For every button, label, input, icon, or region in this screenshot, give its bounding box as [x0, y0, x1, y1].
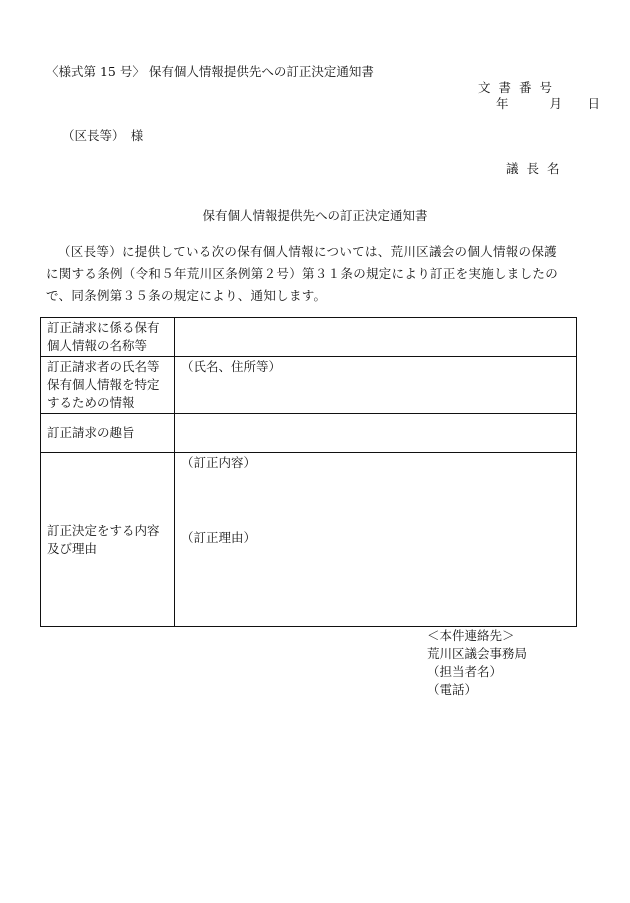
date-year: 年: [496, 96, 509, 111]
table-row: [41, 357, 577, 414]
row-value-request-purpose: [175, 414, 577, 453]
table-row: [41, 318, 577, 357]
row-label-request-purpose: 訂正請求の趣旨: [41, 414, 175, 453]
contact-phone: （電話）: [427, 682, 478, 697]
contact-office: 荒川区議会事務局: [427, 646, 528, 661]
contact-heading: ＜本件連絡先＞: [427, 628, 515, 643]
body-line: に関する条例（令和５年荒川区条例第２号）第３１条の規定により訂正を実施しましたの: [46, 266, 559, 281]
correction-content-label: （訂正内容）: [181, 455, 257, 470]
document-title: 保有個人情報提供先への訂正決定通知書: [202, 208, 428, 223]
row-label-requester: [41, 357, 175, 414]
date-line: [496, 98, 600, 111]
row-value-decision: [175, 453, 577, 627]
contact-block: [427, 627, 527, 699]
correction-info-table: [40, 317, 577, 627]
row-value-requester: （氏名、住所等）: [175, 357, 577, 414]
document-number: 文書番号: [478, 80, 561, 95]
row-value-target-info: [175, 318, 577, 357]
table-row: [41, 453, 577, 627]
body-text: [46, 241, 586, 307]
label-line: 訂正請求に係る保有: [47, 320, 160, 335]
body-line: （区長等）に提供している次の保有個人情報については、荒川区議会の個人情報の保護: [58, 244, 557, 259]
form-number-label: 〈様式第 15 号〉 保有個人情報提供先への訂正決定通知書: [46, 64, 374, 79]
label-line: 保有個人情報を特定: [47, 377, 160, 392]
label-line: するための情報: [47, 395, 135, 410]
label-line: 個人情報の名称等: [47, 338, 148, 353]
sender-name: 議長名: [506, 161, 568, 176]
date-month: 月: [549, 96, 562, 111]
table-row: [41, 414, 577, 453]
row-label-target-info: [41, 318, 175, 357]
contact-person: （担当者名）: [427, 664, 503, 679]
correction-reason-label: （訂正理由）: [181, 530, 257, 545]
body-line: で、同条例第３５条の規定により、通知します。: [46, 288, 327, 303]
label-line: 及び理由: [47, 540, 98, 556]
row-label-decision: [41, 453, 175, 627]
addressee: （区長等） 様: [62, 128, 144, 143]
label-line: 訂正請求者の氏名等: [47, 359, 160, 374]
date-day: 日: [587, 96, 600, 111]
label-line: 訂正決定をする内容: [47, 522, 160, 538]
